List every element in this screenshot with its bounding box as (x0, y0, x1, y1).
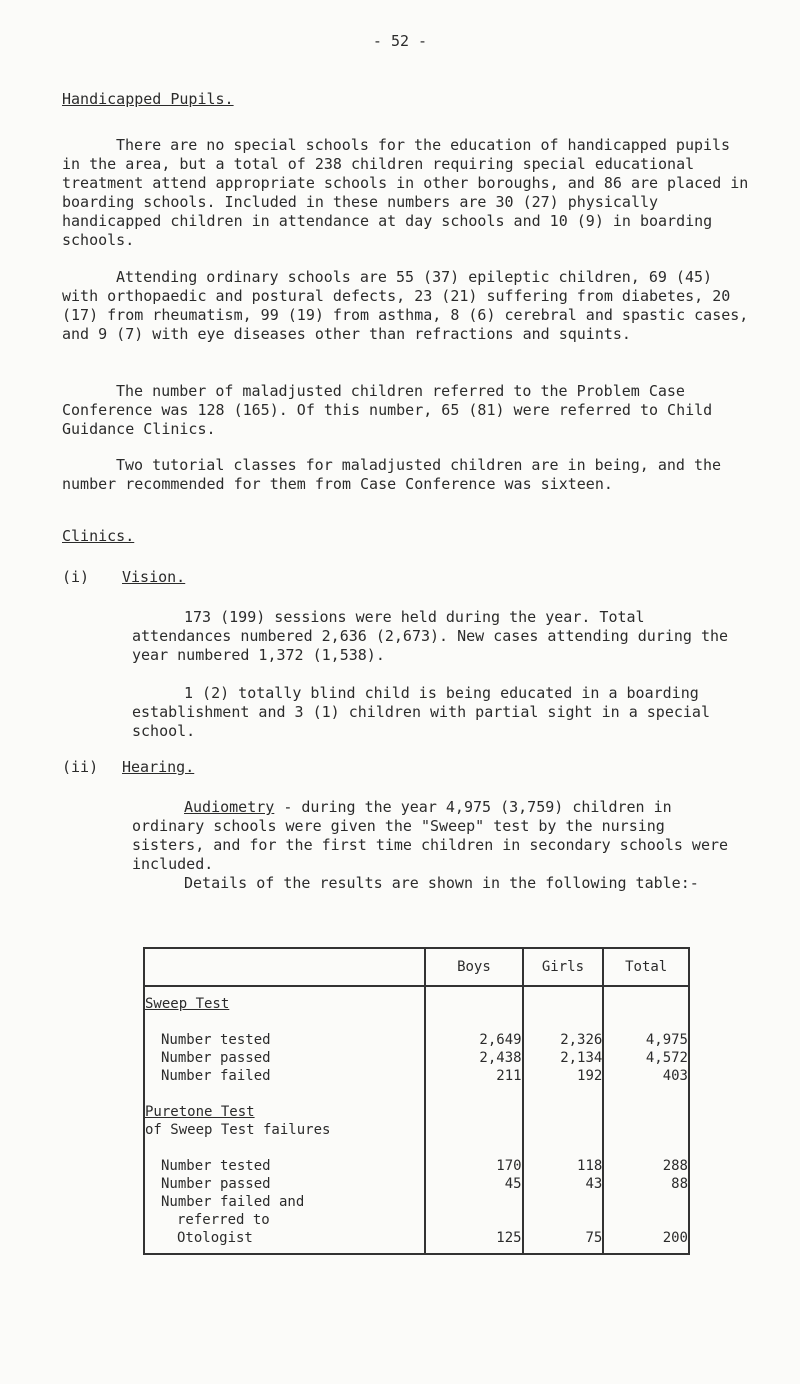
table-row (144, 1157, 689, 1175)
audiometry-text: - during the year 4,975 (3,759) children in ordinary schools were given the "Sweep" test by the nursing sisters, and for the first time children in secondary schools were included. (132, 798, 729, 873)
section-number: (i) (62, 568, 90, 586)
table-row (144, 1229, 689, 1254)
header-girls: Girls (523, 948, 604, 986)
table-row (144, 1067, 689, 1085)
paragraph-text: There are no special schools for the education of handicapped pupils in the area, but a total of 238 children requiring special educational treatment attend appropriate schools in other boroughs, and 86 are placed in boarding schools. Included in these numbers are 30 (27) physically handicapped children in attendance at day schools and 10 (9) in boarding schools. (62, 136, 749, 249)
row-label: Otologist (177, 1230, 253, 1246)
cell-girls: 2,134 (523, 1049, 604, 1067)
paragraph-text: 1 (2) totally blind child is being educated in a boarding establishment and 3 (1) children with partial sight in a special school. (132, 684, 710, 740)
row-label: referred to (177, 1212, 270, 1228)
header-total: Total (603, 948, 689, 986)
section-label: Vision. (122, 568, 186, 586)
cell-girls: 43 (523, 1175, 604, 1193)
cell-boys: 45 (425, 1175, 522, 1193)
cell-girls: 2,326 (523, 1031, 604, 1049)
cell-total: 403 (603, 1067, 689, 1085)
row-label: Number tested (161, 1158, 271, 1174)
handicapped-paragraph-1 (62, 136, 752, 250)
row-label: Number failed and (161, 1194, 305, 1210)
cell-girls: 75 (523, 1229, 604, 1254)
cell-total: 4,975 (603, 1031, 689, 1049)
table-row (144, 1049, 689, 1067)
cell-boys: 125 (425, 1229, 522, 1254)
paragraph-text: Details of the results are shown in the following table:- (184, 874, 699, 892)
audiometry-label: Audiometry (184, 798, 275, 816)
cell-boys: 211 (425, 1067, 522, 1085)
paragraph-text: The number of maladjusted children referred to the Problem Case Conference was 128 (165). Of this number, 65 (81) were referred to Child Guidance Clinics. (62, 382, 713, 438)
table-row (144, 1175, 689, 1193)
cell-total: 288 (603, 1157, 689, 1175)
page-number: - 52 - (372, 32, 428, 50)
cell-girls: 118 (523, 1157, 604, 1175)
table-header-row (144, 948, 689, 986)
paragraph-text (132, 798, 732, 874)
vision-subheading (62, 568, 185, 587)
hearing-subheading (62, 758, 194, 777)
row-label: Number passed (161, 1176, 271, 1192)
hearing-paragraph-2 (132, 874, 732, 893)
cell-total: 88 (603, 1175, 689, 1193)
handicapped-heading: Handicapped Pupils. (62, 90, 234, 108)
paragraph-text: Two tutorial classes for maladjusted children are in being, and the number recommended for them from Case Conference was sixteen. (62, 456, 722, 493)
cell-total: 200 (603, 1229, 689, 1254)
puretone-test-subtitle: of Sweep Test failures (145, 1122, 331, 1138)
paragraph-text: 173 (199) sessions were held during the year. Total attendances numbered 2,636 (2,673). New cases attending during the year numbered 1,372 (1,538). (132, 608, 729, 664)
row-label: Number failed (161, 1068, 271, 1084)
handicapped-paragraph-3 (62, 382, 752, 439)
vision-paragraph-1 (132, 608, 732, 665)
section-number: (ii) (62, 758, 99, 776)
cell-boys: 2,649 (425, 1031, 522, 1049)
handicapped-paragraph-2 (62, 268, 752, 344)
sweep-test-title: Sweep Test (145, 996, 230, 1012)
row-label: Number tested (161, 1032, 271, 1048)
hearing-results-table (143, 947, 690, 1255)
cell-boys: 2,438 (425, 1049, 522, 1067)
clinics-heading: Clinics. (62, 527, 135, 545)
section-label: Hearing. (122, 758, 195, 776)
cell-girls: 192 (523, 1067, 604, 1085)
hearing-paragraph-1 (132, 798, 732, 874)
cell-boys: 170 (425, 1157, 522, 1175)
paragraph-text: Attending ordinary schools are 55 (37) epileptic children, 69 (45) with orthopaedic and postural defects, 23 (21) suffering from diabetes, 20 (17) from rheumatism, 99 (19) from asthma, 8 (6) cerebral and spastic cases, and 9 (7) with eye diseases other than refractions and squints. (62, 268, 749, 343)
vision-paragraph-2 (132, 684, 732, 741)
header-boys: Boys (425, 948, 522, 986)
header-blank (144, 948, 425, 986)
table-row (144, 1031, 689, 1049)
row-label: Number passed (161, 1050, 271, 1066)
puretone-test-title: Puretone Test (145, 1104, 255, 1120)
cell-total: 4,572 (603, 1049, 689, 1067)
handicapped-paragraph-4 (62, 456, 752, 494)
